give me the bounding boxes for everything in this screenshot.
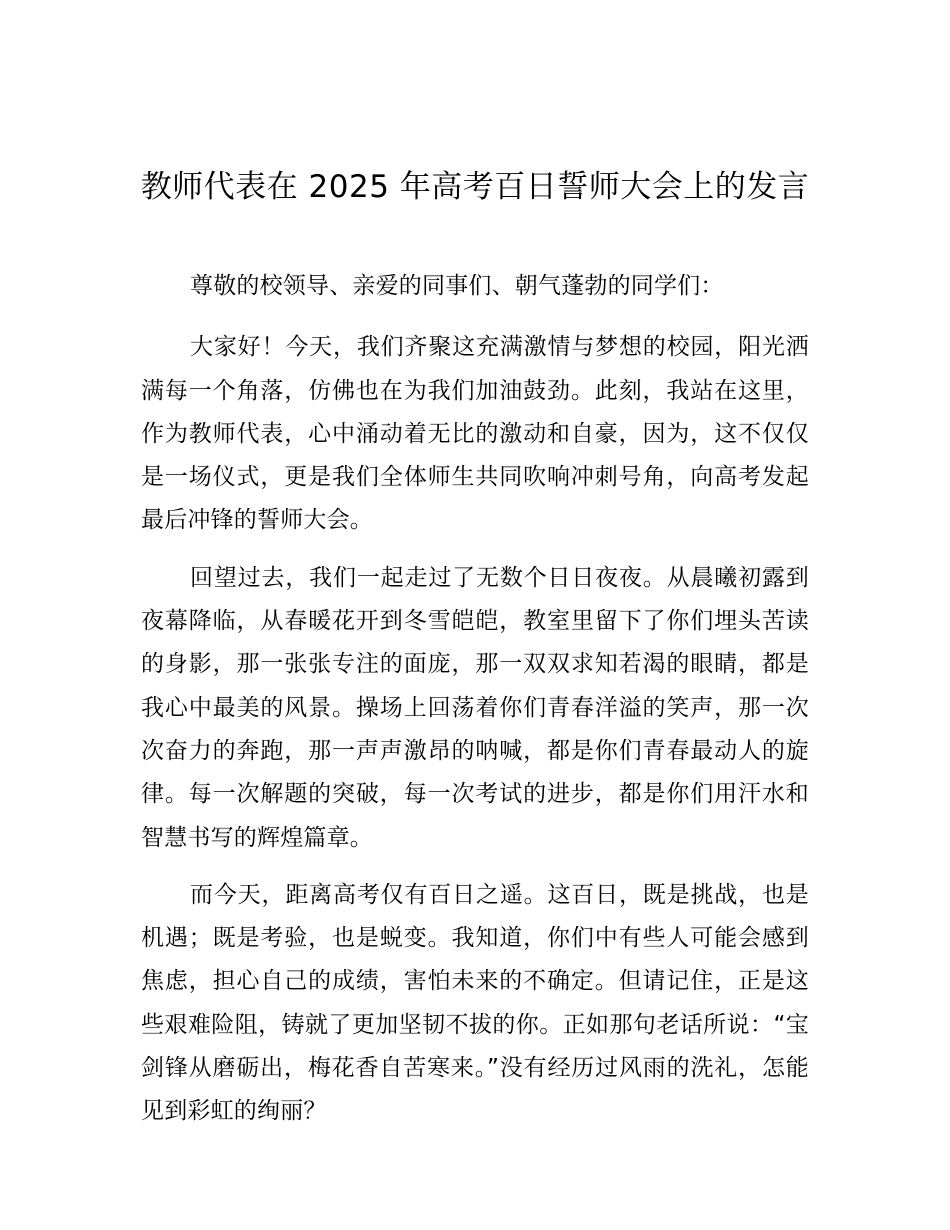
document-title: 教师代表在 2025 年高考百日誓师大会上的发言 bbox=[140, 169, 810, 205]
body-paragraph: 大家好！今天，我们齐聚这充满激情与梦想的校园，阳光洒满每一个角落，仿佛也在为我们加油鼓劲。此刻，我站在这里，作为教师代表，心中涌动着无比的激动和自豪，因为，这不仅仅是一场仪式，更是我们全体师生共同吹响冲刺号角，向高考发起最后冲锋的誓师大会。 bbox=[141, 334, 809, 534]
document-body bbox=[141, 265, 809, 1148]
body-paragraph: 而今天，距离高考仅有百日之遥。这百日，既是挑战，也是机遇；既是考验，也是蜕变。我知道，你们中有些人可能会感到焦虑，担心自己的成绩，害怕未来的不确定。但请记住，正是这些艰难险阻，铸就了更加坚韧不拔的你。正如那句老话所说：“宝剑锋从磨砺出，梅花香自苦寒来。”没有经历过风雨的洗礼，怎能见到彩虹的绚丽？ bbox=[141, 881, 809, 1125]
salutation-paragraph: 尊敬的校领导、亲爱的同事们、朝气蓬勃的同学们： bbox=[190, 273, 724, 299]
body-paragraph: 回望过去，我们一起走过了无数个日日夜夜。从晨曦初露到夜幕降临，从春暖花开到冬雪皑皑，教室里留下了你们埋头苦读的身影，那一张张专注的面庞，那一双双求知若渴的眼睛，都是我心中最美的风景。操场上回荡着你们青春洋溢的笑声，那一次次奋力的奔跑，那一声声激昂的呐喊，都是你们青春最动人的旋律。每一次解题的突破，每一次考试的进步，都是你们用汗水和智慧书写的辉煌篇章。 bbox=[141, 564, 809, 851]
